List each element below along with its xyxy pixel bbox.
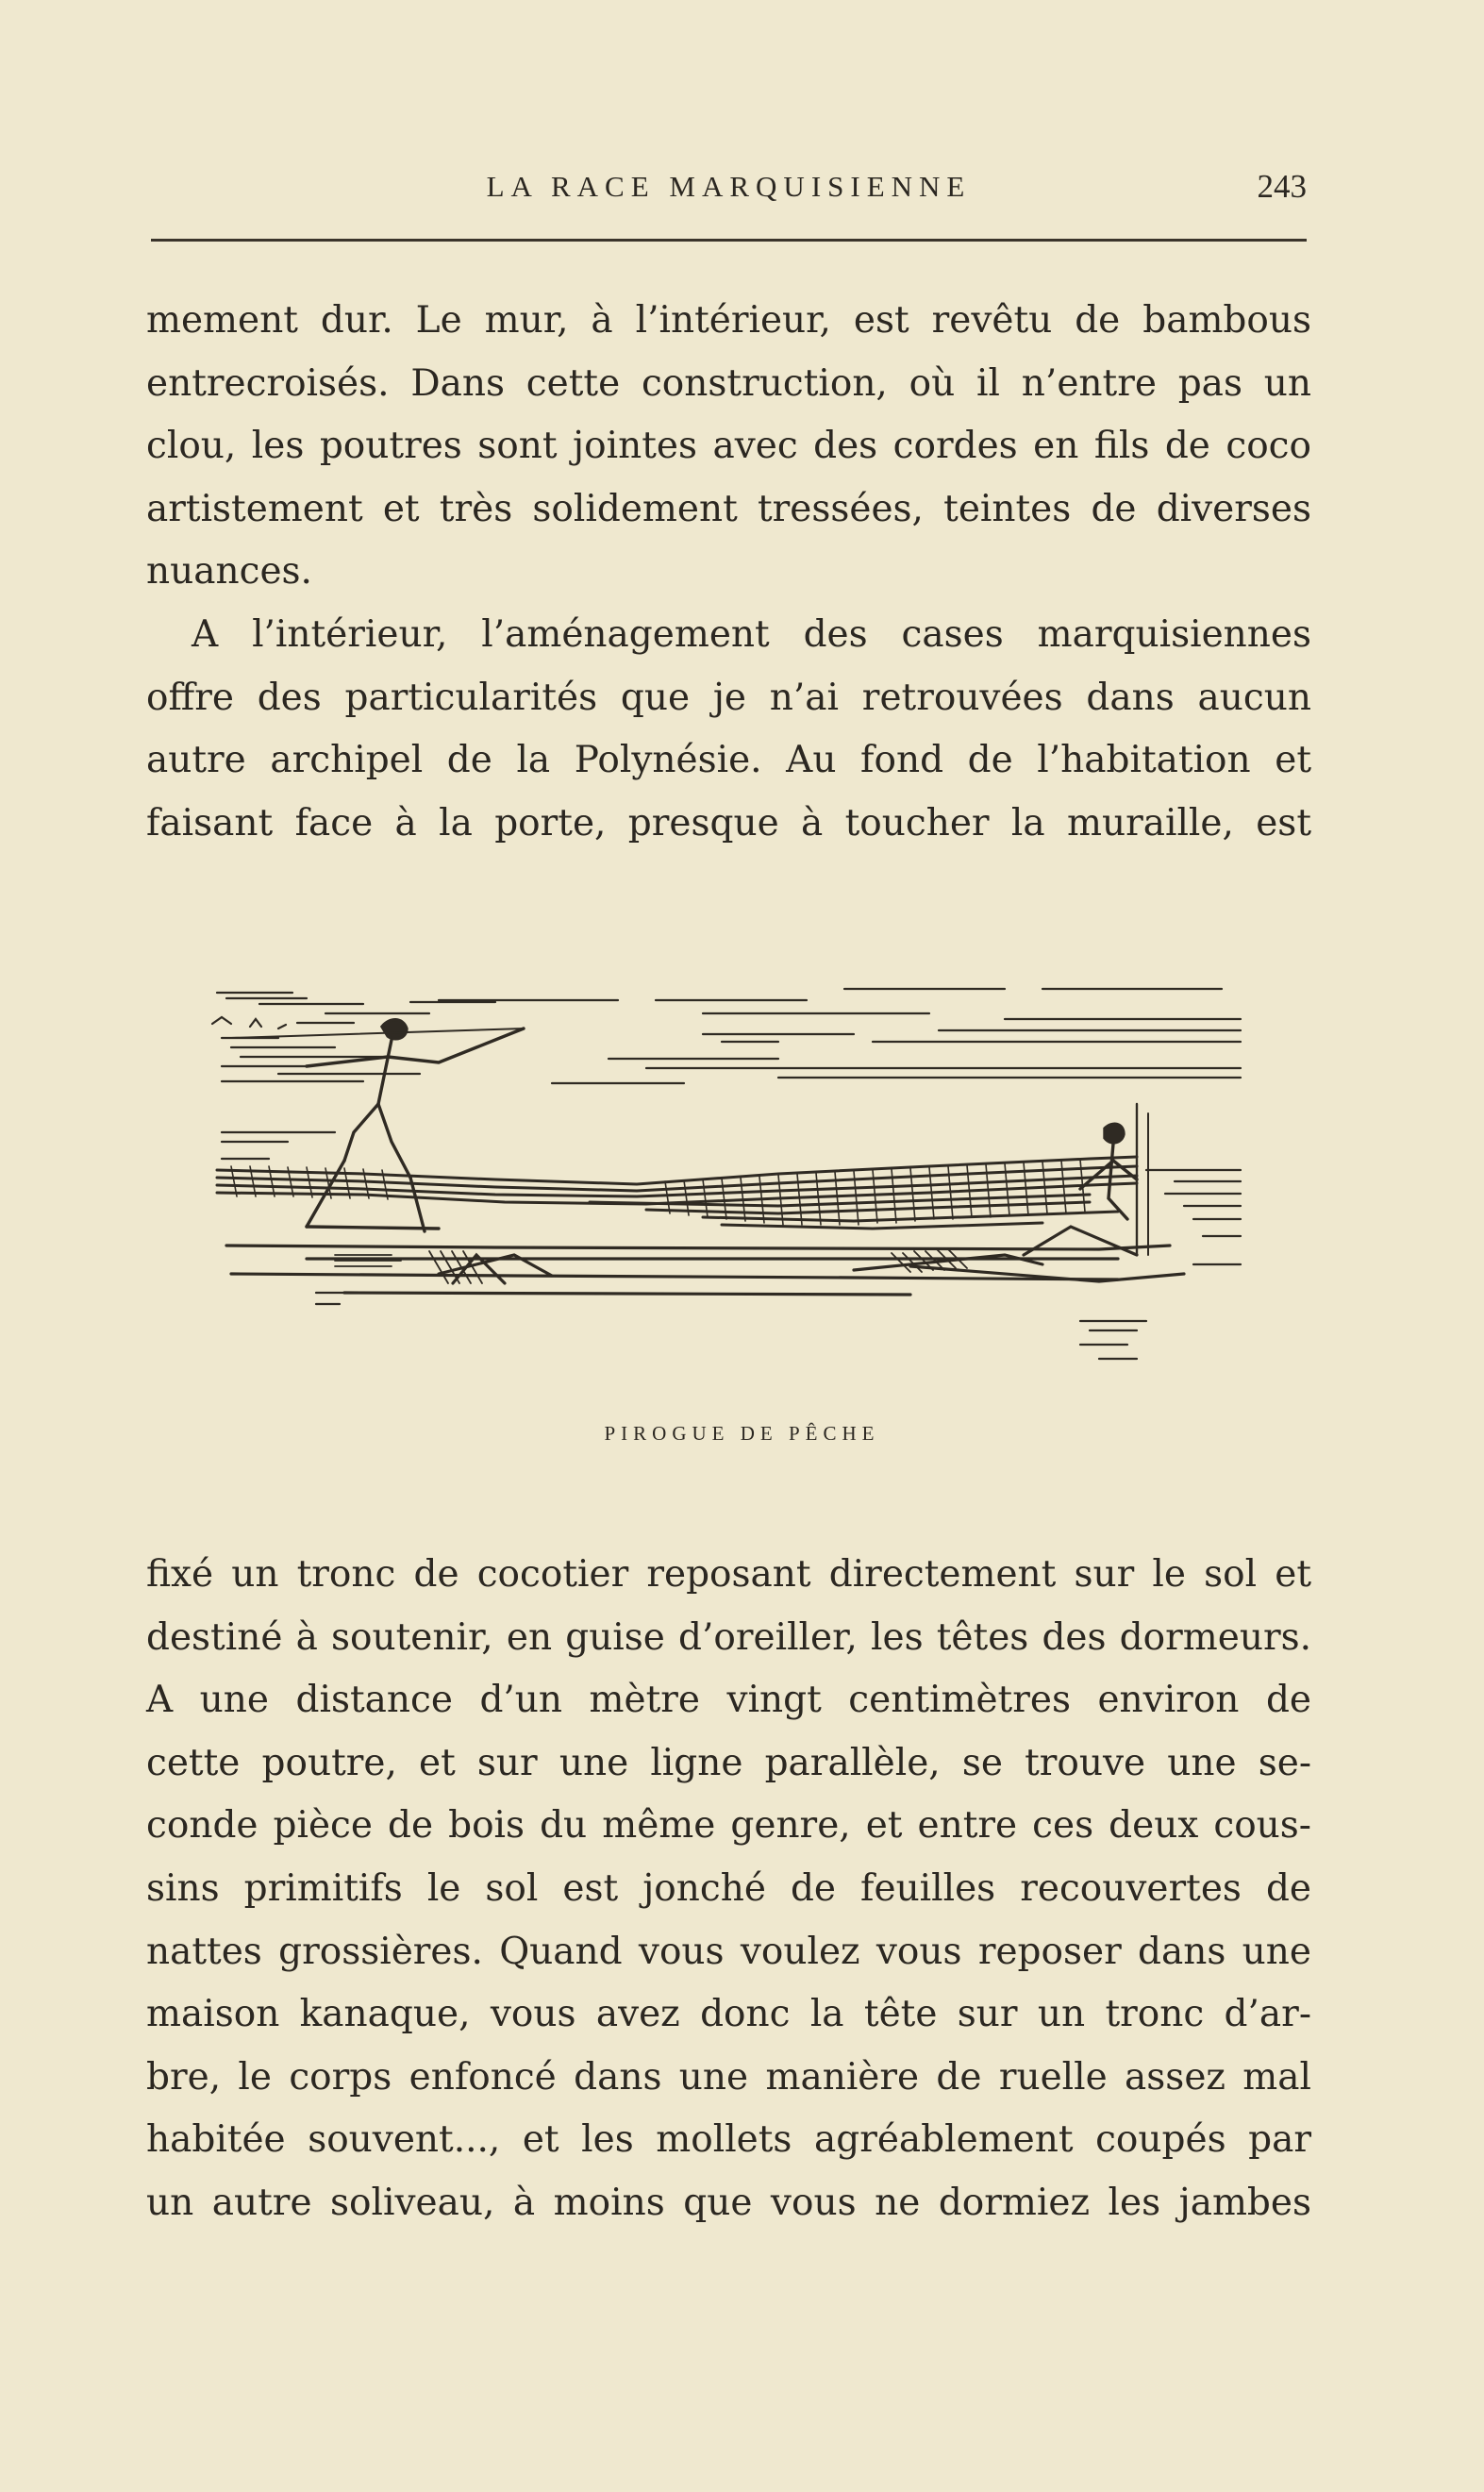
wave-band [217,1157,1137,1229]
paddler-figure [1080,1104,1148,1255]
text-line: habitée souvent..., et les mollets agréablement coupés par [146,2118,1311,2162]
text-line: clou, les poutres sont jointes avec des cordes en fils de coco [146,425,1311,468]
text-line: offre des particularités que je n’ai retrouvées dans aucun [146,676,1311,719]
page-number: 243 [1257,168,1307,205]
text-line: entrecroisés. Dans cette construction, où il n’entre pas un [146,361,1311,405]
text-block-top [146,290,1311,855]
text-line: conde pièce de bois du même genre, et entre ces deux cous- [146,1804,1311,1848]
text-line: mement dur. Le mur, à l’intérieur, est revêtu de bambous [146,299,1311,342]
text-line: un autre soliveau, à moins que vous ne dormiez les jambes [146,2181,1311,2224]
text-line: nattes grossières. Quand vous voulez vous reposer dans une [146,1930,1311,1973]
text-line: sins primitifs le sol est jonché de feuilles recouvertes de [146,1866,1311,1910]
bird-marks [212,1017,286,1029]
text-line: fixé un tronc de cocotier reposant directement sur le sol et [146,1553,1311,1596]
canoe-illustration [193,972,1259,1378]
text-line: cette poutre, et sur une ligne parallèle, se trouve une se- [146,1741,1311,1784]
text-line: artistement et très solidement tressées, teintes de diverses [146,487,1311,530]
text-line: bre, le corps enfoncé dans une manière de ruelle assez mal [146,2055,1311,2099]
text-line: nuances. [146,550,312,594]
text-line: destiné à soutenir, en guise d’oreiller, les têtes des dormeurs. [146,1615,1311,1659]
running-head [151,162,1307,219]
text-line: autre archipel de la Polynésie. Au fond de l’habitation et [146,739,1311,782]
text-line: A une distance d’un mètre vingt centimètres environ de [146,1679,1311,1722]
text-block-bottom [146,1544,1311,2235]
text-line: maison kanaque, vous avez donc la tête sur un tronc d’ar- [146,1993,1311,2036]
header-rule [151,239,1307,242]
text-line: A l’intérieur, l’aménagement des cases marquisiennes [192,612,1311,656]
running-title: LA RACE MARQUISIENNE [486,170,972,203]
figure-caption: PIROGUE DE PÊCHE [604,1422,880,1445]
text-line: faisant face à la porte, presque à toucher la muraille, est [146,801,1311,845]
